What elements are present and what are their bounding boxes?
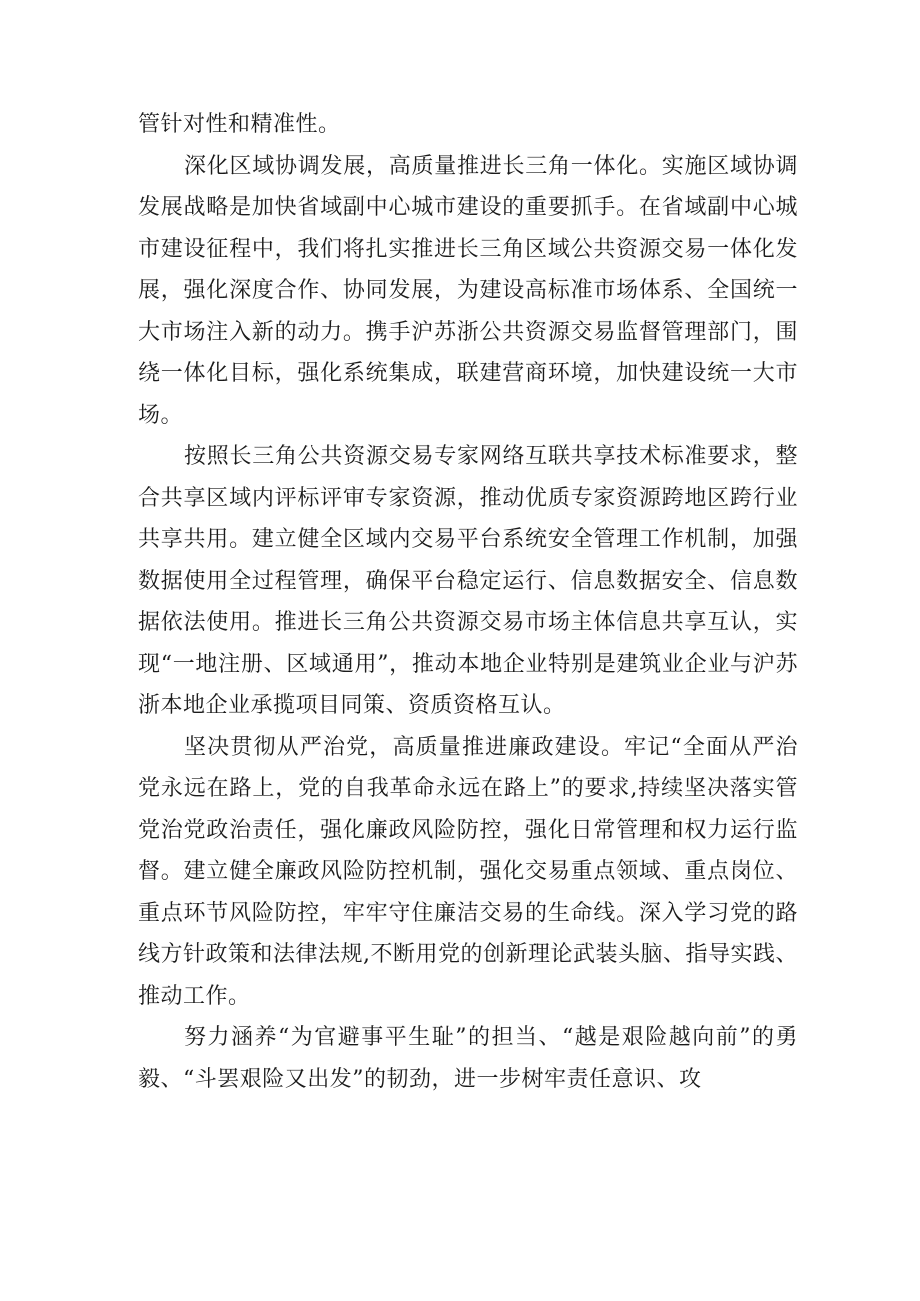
paragraph-regional-coordination: 深化区域协调发展，高质量推进长三角一体化。实施区域协调发展战略是加快省域副中心城市建设的重要抓手。在省域副中心城市建设征程中，我们将扎实推进长三角区域公共资源交易一体化发展，强化深度合作、协同发展，为建设高标准市场体系、全国统一大市场注入新的动力。携手沪苏浙公共资源交易监督管理部门，围绕一体化目标，强化系统集成，联建营商环境，加快建设统一大市场。 bbox=[138, 153, 798, 428]
paragraph-expert-resource-sharing: 按照长三角公共资源交易专家网络互联共享技术标准要求，整合共享区域内评标评审专家资源，推动优质专家资源跨地区跨行业共享共用。建立健全区域内交易平台系统安全管理工作机制，加强数据使用全过程管理，确保平台稳定运行、信息数据安全、信息数据依法使用。推进长三角公共资源交易市场主体信息共享互认，实现“一地注册、区域通用”，推动本地企业特别是建筑业企业与沪苏浙本地企业承揽项目同策、资质资格互认。 bbox=[138, 444, 798, 718]
paragraph-continuation: 管针对性和精准性。 bbox=[138, 112, 341, 137]
paragraph-responsibility: 努力涵养“为官避事平生耻”的担当、“越是艰险越向前”的勇毅、“斗罢艰险又出发”的韧劲，进一步树牢责任意识、攻 bbox=[138, 1025, 798, 1092]
paragraph-party-discipline: 坚决贯彻从严治党，高质量推进廉政建设。牢记“全面从严治党永远在路上，党的自我革命永远在路上”的要求,持续坚决落实管党治党政治责任，强化廉政风险防控，强化日常管理和权力运行监督。建立健全廉政风险防控机制，强化交易重点领域、重点岗位、重点环节风险防控，牢牢守住廉洁交易的生命线。深入学习党的路线方针政策和法律法规,不断用党的创新理论武装头脑、指导实践、推动工作。 bbox=[138, 734, 798, 1009]
document-body bbox=[138, 104, 798, 1100]
